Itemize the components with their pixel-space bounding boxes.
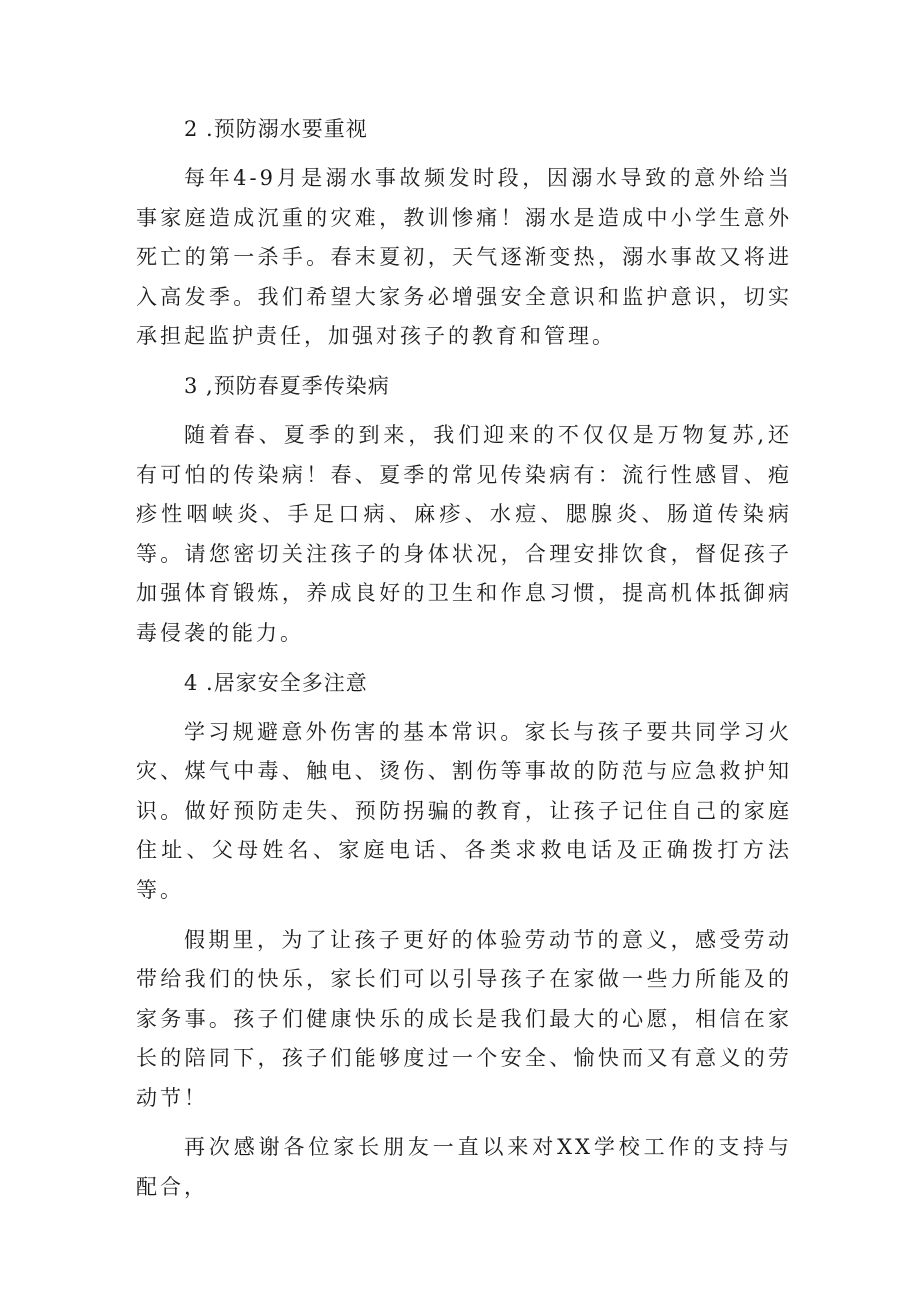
section-paragraph-home-safety: 学习规避意外伤害的基本常识。家长与孩子要共同学习火灾、煤气中毒、触电、烫伤、割伤等事故的防范与应急救护知识。做好预防走失、预防拐骗的教育，让孩子记住自己的家庭住址、父母姓名、家庭电话、各类求救电话及正确拨打方法等。: [136, 719, 792, 902]
section-paragraph-drowning: 每年4-9月是溺水事故频发时段，因溺水导致的意外给当事家庭造成沉重的灾难，教训惨痛！溺水是造成中小学生意外死亡的第一杀手。春末夏初，天气逐渐变热，溺水事故又将进入高发季。我们希望大家务必增强安全意识和监护意识，切实承担起监护责任，加强对孩子的教育和管理。: [136, 166, 792, 349]
section-heading-infectious-disease: 3 ,预防春夏季传染病: [184, 373, 390, 398]
section-heading-home-safety: 4 .居家安全多注意: [184, 670, 368, 695]
closing-paragraph-holiday: 假期里，为了让孩子更好的体验劳动节的意义，感受劳动带给我们的快乐，家长们可以引导孩子在家做一些力所能及的家务事。孩子们健康快乐的成长是我们最大的心愿，相信在家长的陪同下，孩子们能够度过一个安全、愉快而又有意义的劳动节！: [136, 927, 792, 1110]
closing-paragraph-thanks: 再次感谢各位家长朋友一直以来对XX学校工作的支持与配合，: [136, 1135, 792, 1200]
document-body: [136, 110, 792, 1208]
section-heading-drowning: 2 .预防溺水要重视: [184, 117, 368, 141]
section-paragraph-infectious-disease: 随着春、夏季的到来，我们迎来的不仅仅是万物复苏,还有可怕的传染病！春、夏季的常见传染病有：流行性感冒、疱疹性咽峡炎、手足口病、麻疹、水痘、腮腺炎、肠道传染病等。请您密切关注孩子的身体状况，合理安排饮食，督促孩子加强体育锻炼，养成良好的卫生和作息习惯，提高机体抵御病毒侵袭的能力。: [136, 422, 792, 645]
